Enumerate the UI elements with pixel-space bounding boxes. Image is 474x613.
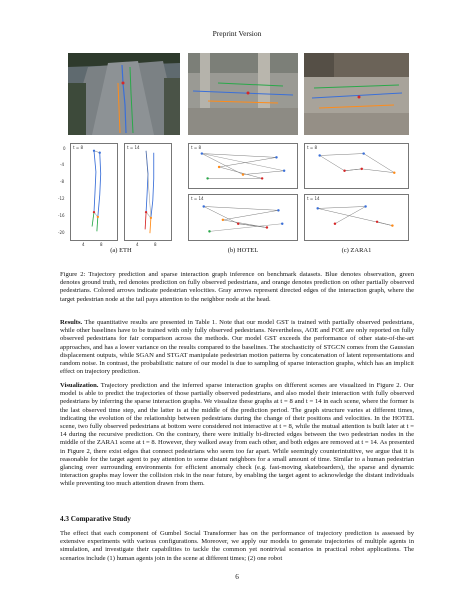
eth-xtick: 4 (82, 242, 85, 247)
hotel-plot-t8 (188, 143, 298, 189)
zara1-plot-t14 (304, 194, 409, 241)
eth-plot-t8 (70, 143, 118, 241)
eth-ytick: -16 (58, 213, 65, 218)
results-heading: Results. (60, 319, 83, 326)
eth-ytick: -12 (58, 196, 65, 201)
zara1-scene-photo (304, 53, 409, 135)
eth-ytick: -20 (58, 230, 65, 235)
figure-caption: Figure 2: Trajectory prediction and sparse interaction graph inference on benchmark datasets. Blue denotes observation, green denotes ground truth, red denotes prediction on fully observed pedestrians, and orange denotes prediction on other partially observed pedestrians. Colored arrows indicate pedestrian velocities. Gray arrows represent directed edges of the interaction graph, where the target pedestrian node at the tail pays attention to the neighbor node at the head. (60, 271, 414, 303)
eth-plot-t14 (124, 143, 172, 241)
subcaption-eth: (a) ETH (110, 247, 132, 254)
eth-ytick: -4 (60, 162, 64, 167)
figure-2 (60, 48, 414, 253)
eth-ytick: -8 (60, 179, 64, 184)
running-header: Preprint Version (212, 29, 262, 38)
plot-time-label: t = 8 (307, 145, 318, 150)
comparative-paragraph (60, 530, 414, 563)
hotel-plot-t14 (188, 194, 298, 241)
plot-time-label: t = 14 (127, 145, 140, 150)
plot-time-label: t = 14 (191, 196, 204, 201)
visualization-paragraph (60, 382, 414, 489)
results-paragraph (60, 319, 414, 376)
plot-time-label: t = 8 (73, 145, 84, 150)
subcaption-hotel: (b) HOTEL (227, 247, 259, 254)
eth-scene-photo (68, 53, 180, 135)
comparative-text: The effect that each component of Gumbel Social Transformer has on the performance of trajectory prediction is assessed by extensive experiments with various configurations. Moreover, we apply our models to generate trajectories of multiple agents in simulation, and investigate their capabilities to tackle the common yet nontrivial scenarios in practical robot applications. The scenarios include (1) human agents join in the scene at different times; (2) one robot (60, 530, 414, 562)
eth-ytick: 0 (63, 146, 66, 151)
visualization-heading: Visualization. (60, 382, 99, 389)
plot-time-label: t = 8 (191, 145, 202, 150)
hotel-scene-photo (188, 53, 298, 135)
plot-time-label: t = 14 (307, 196, 320, 201)
eth-xtick: 8 (154, 242, 157, 247)
results-text: The quantitative results are presented in Table 1. Note that our model GST is trained with partially observed pedestrians, while other baselines have to be trained with only fully observed pedestrians. Nevertheless, AOE and FOE are only reported on fully observed pedestrians for fair comparison across the methods. Our model GST exceeds the performance of other state-of-the-art approaches, and has a lower variance on the results compared to the baselines. The stochasticity of STGCN comes from the Gaussian displacement outputs, while SGAN and STGAT manipulate pedestrian motion patterns by concatenation of latent representations and random noise. In contrast, the probabilistic nature of our model is due to sampling of sparse interaction graphs, which has an implicit effect on trajectory prediction. (60, 319, 414, 376)
page-number: 6 (235, 573, 239, 581)
visualization-text: Trajectory prediction and the inferred sparse interaction graphs on different scenes are visualized in Figure 2. Our model is able to predict the trajectories of those partially observed pedestrians, and also model their interaction with fully observed pedestrians by inferring the sparse interaction graphs. We visualize these graphs at t = 8 and t = 14 in each scene, where the former is the last observed time step, and the latter is at the middle of the prediction period. The graph structure varies at different times, indicating the evolution of the relationship between pedestrians during the change of their positions and velocities. In the HOTEL scene, two fully observed pedestrians at bottom were considered not interactive at t = 8, while the mutual attention is built later at t = 14 during the recursive prediction. On the contrary, there were initially bi-directed edges between the two pedestrian nodes in the middle of the ZARA1 scene at t = 8. However, they walked away from each other, and both edges are removed at t = 14. As presented in Figure 2, there exist edges that connect pedestrians who seem too far apart. While seemingly counterintuitive, we argue that it is reasonable for the target agent to pay attention to some distant neighbors for a small amount of time. Similar to a human pedestrian glancing over surrounding environments for efficient anomaly check (e.g. fast-moving skateboarders), the sparse and dynamic interaction graphs may lower the collision risk in the near future, by enabling the target agent to acknowledge the distant individuals while preventing too much attention drawn from them. (60, 382, 414, 488)
eth-xtick: 8 (100, 242, 103, 247)
zara1-plot-t8 (304, 143, 409, 189)
eth-xtick: 4 (136, 242, 139, 247)
subcaption-zara1: (c) ZARA1 (341, 247, 372, 254)
section-heading: 4.3 Comparative Study (60, 515, 131, 523)
